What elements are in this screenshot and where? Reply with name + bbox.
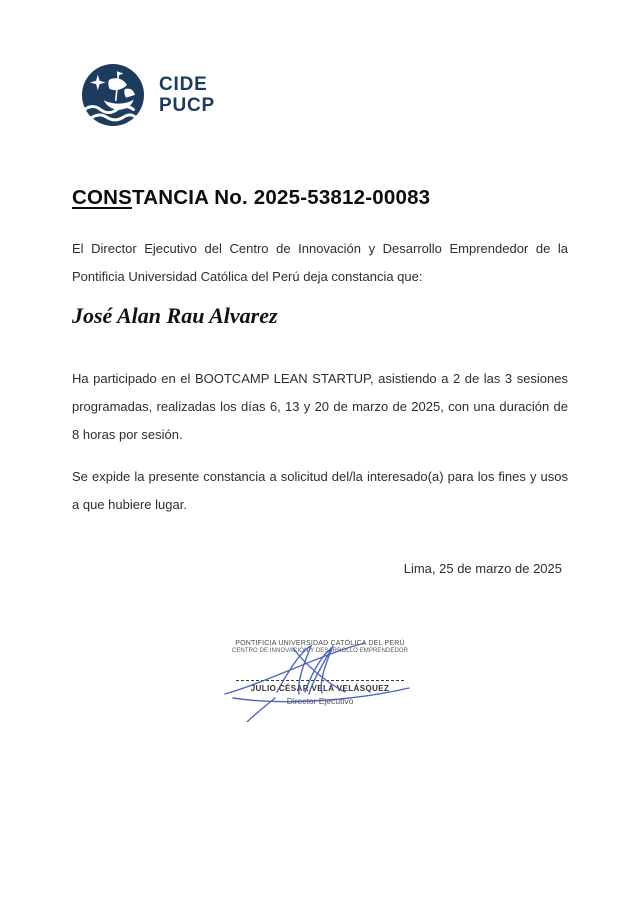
cide-pucp-logo-icon <box>80 62 146 128</box>
signer-title: Director Ejecutivo <box>286 696 354 706</box>
recipient-name: José Alan Rau Alvarez <box>72 303 278 328</box>
title-rest: TANCIA No. 2025-53812-00083 <box>132 186 431 209</box>
signature-block <box>200 640 440 706</box>
stamp-line-2: CENTRO DE INNOVACIÓN Y DESARROLLO EMPRENDEDOR <box>231 648 409 654</box>
signer-name: JULIO CÉSAR VELA VELÁSQUEZ <box>250 684 390 693</box>
signature-space <box>200 654 440 680</box>
brand-wordmark <box>159 74 215 116</box>
issuance-paragraph: Se expide la presente constancia a solicitud del/la interesado(a) para los fines y usos a que hubiere lugar. <box>72 469 568 512</box>
header-brand <box>80 62 568 128</box>
signature-rule <box>236 680 404 681</box>
participation-paragraph: Ha participado en el BOOTCAMP LEAN STARTUP, asistiendo a 2 de las 3 sesiones programadas, realizadas los días 6, 13 y 20 de marzo de 2025, con una duración de 8 horas por sesión. <box>72 371 568 442</box>
intro-paragraph: El Director Ejecutivo del Centro de Innovación y Desarrollo Emprendedor de la Pontificia Universidad Católica del Perú deja constancia que: <box>72 241 568 284</box>
title-underlined-part: CONS <box>72 186 133 209</box>
stamp-line-1: PONTIFICIA UNIVERSIDAD CATÓLICA DEL PERÚ <box>235 640 405 647</box>
date-line: Lima, 25 de marzo de 2025 <box>403 561 562 576</box>
document-title <box>72 185 568 211</box>
brand-line-cide: CIDE <box>159 74 208 95</box>
brand-line-pucp: PUCP <box>159 95 215 116</box>
